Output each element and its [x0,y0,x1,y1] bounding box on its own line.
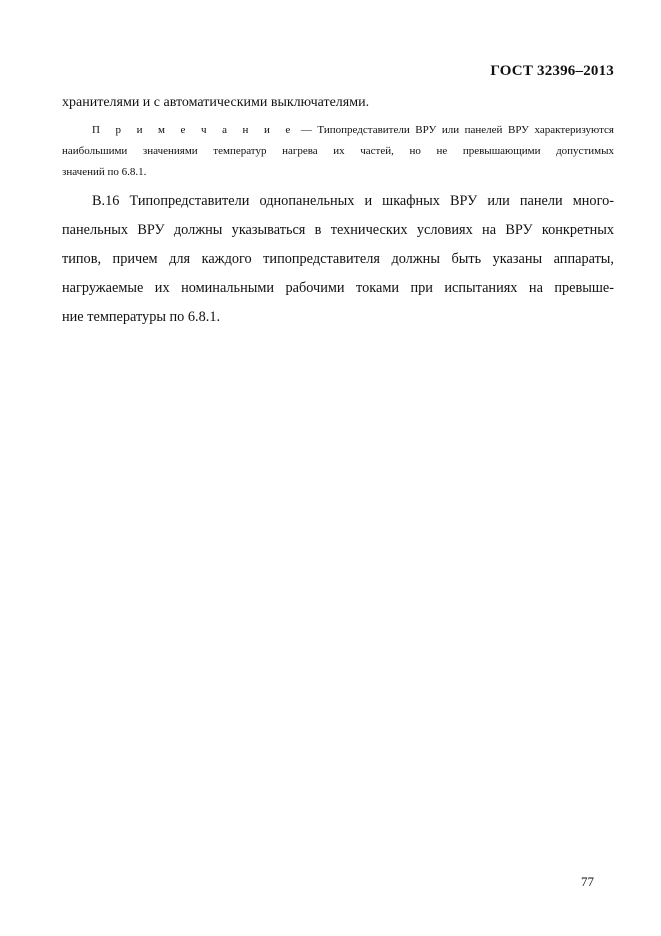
note-line-1 [62,120,614,141]
paragraph-b16 [62,187,614,332]
paragraph-line-1: В.16 Типопредставители однопанельных и шкафных ВРУ или панели много- [92,193,614,209]
paragraph-line-5: ние температуры по 6.8.1. [62,309,221,325]
document-code: ГОСТ 32396–2013 [490,63,614,79]
note-line-3: значений по 6.8.1. [62,166,147,178]
paragraph-line-2: панельных ВРУ должны указываться в технических условиях на ВРУ конкретных [62,222,614,238]
note-label: П р и м е ч а н и е [92,124,296,136]
note-line-1-text: — Типопредставители ВРУ или панелей ВРУ характеризуются [295,124,614,136]
paragraph-line-3: типов, причем для каждого типопредставителя должны быть указаны аппараты, [62,251,614,267]
paragraph-line-4: нагружаемые их номинальными рабочими токами при испытаниях на превыше- [62,280,614,296]
note-line-2: наибольшими значениями температур нагрева их частей, но не превышающими допустимых [62,145,614,157]
continuation-line: хранителями и с автоматическими выключателями. [62,95,370,110]
note-block [62,120,614,183]
page-number: 77 [581,874,594,889]
